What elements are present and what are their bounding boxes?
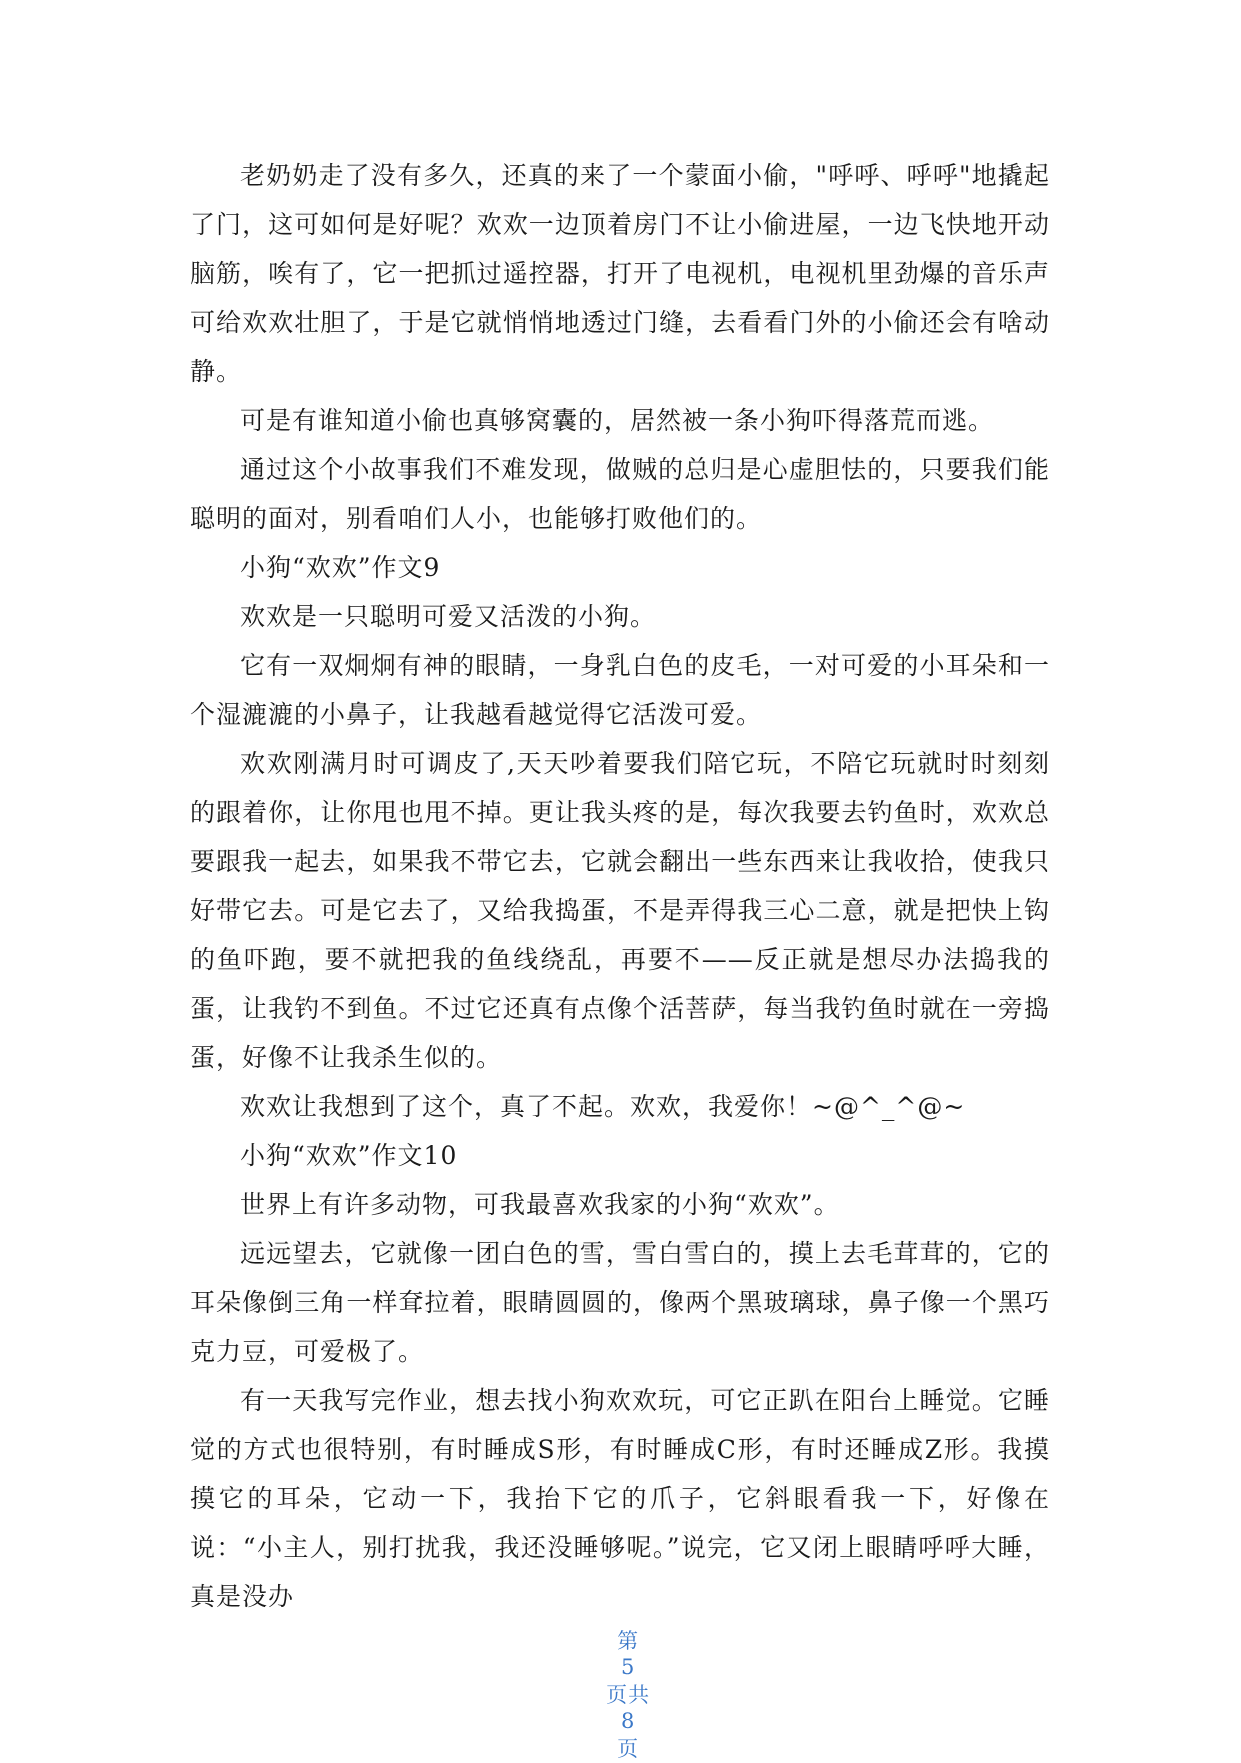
- paragraph: 通过这个小故事我们不难发现，做贼的总归是心虚胆怯的，只要我们能聪明的面对，别看咱们人小，也能够打败他们的。: [190, 455, 1050, 533]
- section-heading: 小狗“欢欢”作文10: [240, 1141, 458, 1170]
- total-pages-number: 8: [620, 1709, 636, 1733]
- paragraph: 欢欢让我想到了这个，真了不起。欢欢，我爱你！~@^_^@~: [240, 1092, 966, 1121]
- document-body: [190, 151, 1050, 1621]
- paragraph: 可是有谁知道小偷也真够窝囊的，居然被一条小狗吓得落荒而逃。: [240, 406, 995, 435]
- paragraph: 世界上有许多动物，可我最喜欢我家的小狗“欢欢”。: [240, 1190, 840, 1219]
- page-label-mid: 页共: [606, 1683, 651, 1707]
- page-label-suffix: 页: [617, 1737, 640, 1761]
- current-page-number: 5: [620, 1655, 636, 1679]
- section-heading: 小狗“欢欢”作文9: [240, 553, 441, 582]
- paragraph: 欢欢是一只聪明可爱又活泼的小狗。: [240, 602, 657, 631]
- page-footer: [0, 1601, 1241, 1763]
- page-label-prefix: 第: [617, 1629, 640, 1653]
- paragraph: 有一天我写完作业，想去找小狗欢欢玩，可它正趴在阳台上睡觉。它睡觉的方式也很特别，有时睡成S形，有时睡成C形，有时还睡成Z形。我摸摸它的耳朵，它动一下，我抬下它的爪子，它斜眼看我一下，好像在说：“小主人，别打扰我，我还没睡够呢。”说完，它又闭上眼睛呼呼大睡，真是没办: [190, 1386, 1050, 1611]
- paragraph: 老奶奶走了没有多久，还真的来了一个蒙面小偷，"呼呼、呼呼"地撬起了门，这可如何是好呢？欢欢一边顶着房门不让小偷进屋，一边飞快地开动脑筋，唉有了，它一把抓过遥控器，打开了电视机，电视机里劲爆的音乐声可给欢欢壮胆了，于是它就悄悄地透过门缝，去看看门外的小偷还会有啥动静。: [190, 161, 1050, 386]
- paragraph: 它有一双炯炯有神的眼睛，一身乳白色的皮毛，一对可爱的小耳朵和一个湿漉漉的小鼻子，让我越看越觉得它活泼可爱。: [190, 651, 1050, 729]
- paragraph: 欢欢刚满月时可调皮了,天天吵着要我们陪它玩，不陪它玩就时时刻刻的跟着你，让你甩也甩不掉。更让我头疼的是，每次我要去钓鱼时，欢欢总要跟我一起去，如果我不带它去，它就会翻出一些东西来让我收拾，使我只好带它去。可是它去了，又给我捣蛋，不是弄得我三心二意，就是把快上钩的鱼吓跑，要不就把我的鱼线绕乱，再要不——反正就是想尽办法捣我的蛋，让我钓不到鱼。不过它还真有点像个活菩萨，每当我钓鱼时就在一旁捣蛋，好像不让我杀生似的。: [190, 749, 1050, 1072]
- paragraph: 远远望去，它就像一团白色的雪，雪白雪白的，摸上去毛茸茸的，它的耳朵像倒三角一样耷拉着，眼睛圆圆的，像两个黑玻璃球，鼻子像一个黑巧克力豆，可爱极了。: [190, 1239, 1050, 1366]
